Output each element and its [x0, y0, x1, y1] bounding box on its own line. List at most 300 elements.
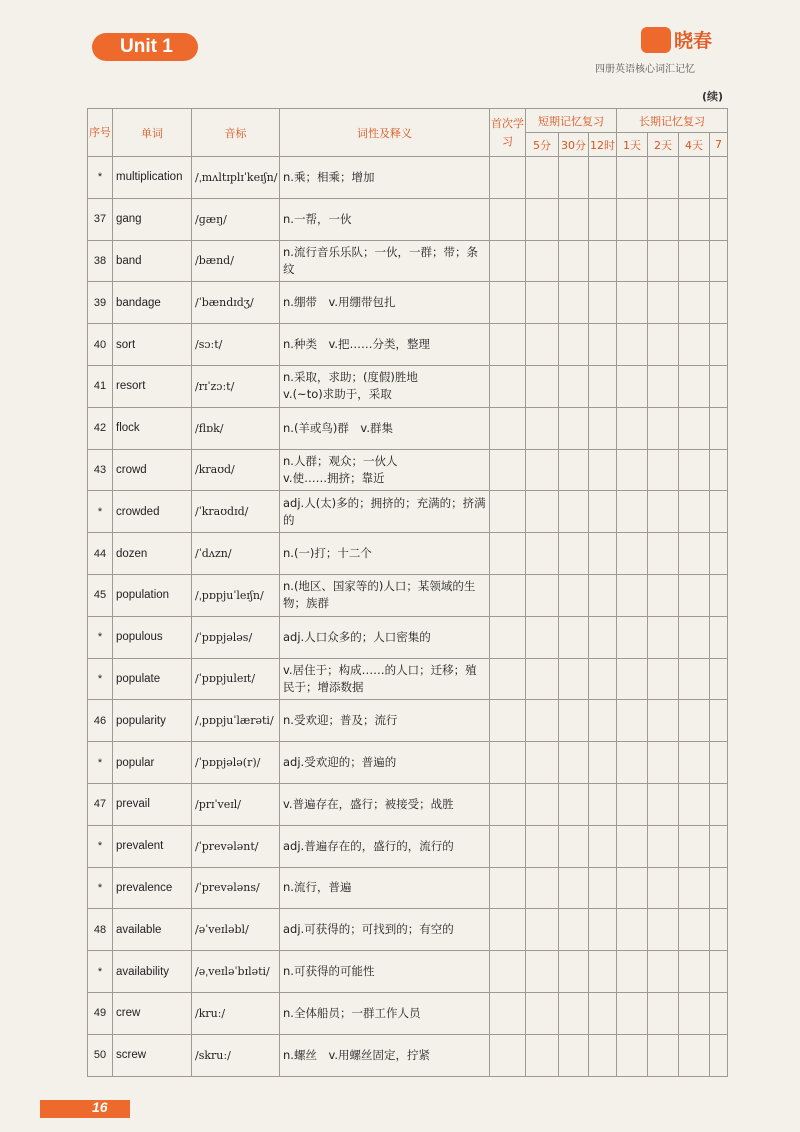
review-checkbox-cell[interactable]	[617, 324, 648, 366]
review-checkbox-cell[interactable]	[710, 365, 728, 407]
review-checkbox-cell[interactable]	[648, 282, 679, 324]
review-checkbox-cell[interactable]	[526, 574, 559, 616]
word-cell: popularity	[113, 700, 192, 742]
review-checkbox-cell[interactable]	[617, 616, 648, 658]
word-cell: populous	[113, 616, 192, 658]
word-cell: gang	[113, 198, 192, 240]
word-cell: band	[113, 240, 192, 282]
review-checkbox-cell[interactable]	[710, 783, 728, 825]
review-checkbox-cell[interactable]	[679, 909, 710, 951]
meaning-cell: n.绷带 v.用绷带包扎	[280, 282, 490, 324]
meaning-cell: n.可获得的可能性	[280, 951, 490, 993]
review-checkbox-cell[interactable]	[648, 616, 679, 658]
review-checkbox-cell[interactable]	[559, 198, 589, 240]
row-number: 50	[88, 1034, 113, 1076]
row-number: *	[88, 825, 113, 867]
review-checkbox-cell[interactable]	[490, 491, 526, 533]
phonetic-cell: /prɪˈveɪl/	[192, 783, 280, 825]
phonetic-cell: /sɔːt/	[192, 324, 280, 366]
table-row	[88, 742, 728, 784]
review-checkbox-cell[interactable]	[490, 198, 526, 240]
table-row	[88, 574, 728, 616]
review-checkbox-cell[interactable]	[679, 658, 710, 700]
review-checkbox-cell[interactable]	[589, 951, 617, 993]
meaning-cell: n.受欢迎；普及；流行	[280, 700, 490, 742]
review-checkbox-cell[interactable]	[648, 783, 679, 825]
review-checkbox-cell[interactable]	[490, 282, 526, 324]
unit-badge: Unit 1	[92, 33, 198, 61]
review-checkbox-cell[interactable]	[617, 700, 648, 742]
review-checkbox-cell[interactable]	[648, 533, 679, 575]
review-checkbox-cell[interactable]	[679, 365, 710, 407]
meaning-cell: adj.受欢迎的；普遍的	[280, 742, 490, 784]
word-cell: crowded	[113, 491, 192, 533]
review-checkbox-cell[interactable]	[490, 616, 526, 658]
row-number: *	[88, 867, 113, 909]
table-row	[88, 407, 728, 449]
review-checkbox-cell[interactable]	[589, 407, 617, 449]
review-checkbox-cell[interactable]	[490, 574, 526, 616]
review-checkbox-cell[interactable]	[679, 574, 710, 616]
review-checkbox-cell[interactable]	[490, 700, 526, 742]
meaning-cell: adj.普遍存在的，盛行的，流行的	[280, 825, 490, 867]
review-checkbox-cell[interactable]	[679, 533, 710, 575]
phonetic-cell: /ˌpɒpjuˈleɪʃn/	[192, 574, 280, 616]
review-checkbox-cell[interactable]	[490, 533, 526, 575]
phonetic-cell: /ɡæŋ/	[192, 198, 280, 240]
row-number: 48	[88, 909, 113, 951]
word-cell: popular	[113, 742, 192, 784]
review-checkbox-cell[interactable]	[679, 491, 710, 533]
table-row	[88, 324, 728, 366]
review-checkbox-cell[interactable]	[490, 324, 526, 366]
review-checkbox-cell[interactable]	[617, 825, 648, 867]
review-checkbox-cell[interactable]	[648, 951, 679, 993]
header-sub-5: 4天	[679, 133, 710, 157]
review-checkbox-cell[interactable]	[710, 282, 728, 324]
review-checkbox-cell[interactable]	[490, 407, 526, 449]
review-checkbox-cell[interactable]	[648, 198, 679, 240]
review-checkbox-cell[interactable]	[710, 825, 728, 867]
review-checkbox-cell[interactable]	[648, 700, 679, 742]
review-checkbox-cell[interactable]	[648, 240, 679, 282]
review-checkbox-cell[interactable]	[559, 157, 589, 199]
review-checkbox-cell[interactable]	[679, 1034, 710, 1076]
review-checkbox-cell[interactable]	[617, 658, 648, 700]
row-number: 44	[88, 533, 113, 575]
word-cell: prevalence	[113, 867, 192, 909]
table-row	[88, 825, 728, 867]
review-checkbox-cell[interactable]	[710, 658, 728, 700]
review-checkbox-cell[interactable]	[589, 825, 617, 867]
review-checkbox-cell[interactable]	[710, 616, 728, 658]
review-checkbox-cell[interactable]	[617, 742, 648, 784]
review-checkbox-cell[interactable]	[526, 992, 559, 1034]
word-cell: dozen	[113, 533, 192, 575]
review-checkbox-cell[interactable]	[589, 909, 617, 951]
review-checkbox-cell[interactable]	[526, 365, 559, 407]
review-checkbox-cell[interactable]	[679, 198, 710, 240]
page-number: 16	[92, 1099, 108, 1115]
header-first-study: 首次学习	[490, 109, 526, 157]
review-checkbox-cell[interactable]	[648, 324, 679, 366]
review-checkbox-cell[interactable]	[559, 742, 589, 784]
table-row	[88, 282, 728, 324]
table-row	[88, 909, 728, 951]
row-number: *	[88, 616, 113, 658]
review-checkbox-cell[interactable]	[526, 742, 559, 784]
review-checkbox-cell[interactable]	[679, 240, 710, 282]
phonetic-cell: /əˌveɪləˈbɪləti/	[192, 951, 280, 993]
review-checkbox-cell[interactable]	[648, 491, 679, 533]
review-checkbox-cell[interactable]	[648, 909, 679, 951]
meaning-cell: v.普遍存在，盛行；被接受；战胜	[280, 783, 490, 825]
continued-mark: (续)	[702, 90, 724, 103]
review-checkbox-cell[interactable]	[710, 407, 728, 449]
row-number: *	[88, 951, 113, 993]
review-checkbox-cell[interactable]	[559, 700, 589, 742]
review-checkbox-cell[interactable]	[617, 951, 648, 993]
meaning-cell: n.螺丝 v.用螺丝固定，拧紧	[280, 1034, 490, 1076]
header-seq: 序号	[88, 109, 113, 157]
review-checkbox-cell[interactable]	[526, 825, 559, 867]
row-number: 43	[88, 449, 113, 491]
review-checkbox-cell[interactable]	[617, 157, 648, 199]
row-number: *	[88, 491, 113, 533]
review-checkbox-cell[interactable]	[490, 742, 526, 784]
review-checkbox-cell[interactable]	[559, 992, 589, 1034]
review-checkbox-cell[interactable]	[526, 783, 559, 825]
review-checkbox-cell[interactable]	[648, 407, 679, 449]
review-checkbox-cell[interactable]	[559, 951, 589, 993]
review-checkbox-cell[interactable]	[589, 449, 617, 491]
table-row	[88, 533, 728, 575]
review-checkbox-cell[interactable]	[559, 909, 589, 951]
review-checkbox-cell[interactable]	[710, 533, 728, 575]
table-row	[88, 157, 728, 199]
review-checkbox-cell[interactable]	[589, 992, 617, 1034]
word-cell: multiplication	[113, 157, 192, 199]
review-checkbox-cell[interactable]	[648, 658, 679, 700]
row-number: 45	[88, 574, 113, 616]
word-cell: available	[113, 909, 192, 951]
phonetic-cell: /ˈpɒpjələ(r)/	[192, 742, 280, 784]
review-checkbox-cell[interactable]	[710, 240, 728, 282]
review-checkbox-cell[interactable]	[490, 1034, 526, 1076]
table-row	[88, 491, 728, 533]
review-checkbox-cell[interactable]	[490, 951, 526, 993]
meaning-cell: n.采取，求助；(度假)胜地 v.(~to)求助于，采取	[280, 365, 490, 407]
review-checkbox-cell[interactable]	[617, 365, 648, 407]
review-checkbox-cell[interactable]	[648, 157, 679, 199]
row-number: 39	[88, 282, 113, 324]
table-row	[88, 240, 728, 282]
row-number: 41	[88, 365, 113, 407]
series-title: 四册英语核心词汇记忆	[595, 64, 695, 75]
review-checkbox-cell[interactable]	[648, 992, 679, 1034]
word-cell: crew	[113, 992, 192, 1034]
review-checkbox-cell[interactable]	[490, 157, 526, 199]
review-checkbox-cell[interactable]	[526, 658, 559, 700]
row-number: 47	[88, 783, 113, 825]
row-number: *	[88, 157, 113, 199]
review-checkbox-cell[interactable]	[526, 449, 559, 491]
word-cell: population	[113, 574, 192, 616]
review-checkbox-cell[interactable]	[710, 449, 728, 491]
word-cell: flock	[113, 407, 192, 449]
phonetic-cell: /ˈkraʊdɪd/	[192, 491, 280, 533]
review-checkbox-cell[interactable]	[679, 157, 710, 199]
review-checkbox-cell[interactable]	[617, 533, 648, 575]
review-checkbox-cell[interactable]	[710, 951, 728, 993]
meaning-cell: n.一帮，一伙	[280, 198, 490, 240]
review-checkbox-cell[interactable]	[589, 533, 617, 575]
meaning-cell: n.种类 v.把……分类，整理	[280, 324, 490, 366]
review-checkbox-cell[interactable]	[559, 616, 589, 658]
review-checkbox-cell[interactable]	[648, 574, 679, 616]
review-checkbox-cell[interactable]	[679, 783, 710, 825]
review-checkbox-cell[interactable]	[589, 658, 617, 700]
review-checkbox-cell[interactable]	[710, 992, 728, 1034]
review-checkbox-cell[interactable]	[490, 909, 526, 951]
review-checkbox-cell[interactable]	[559, 867, 589, 909]
table-row	[88, 198, 728, 240]
review-checkbox-cell[interactable]	[679, 951, 710, 993]
phonetic-cell: /əˈveɪləbl/	[192, 909, 280, 951]
row-number: *	[88, 658, 113, 700]
review-checkbox-cell[interactable]	[589, 700, 617, 742]
phonetic-cell: /bænd/	[192, 240, 280, 282]
review-checkbox-cell[interactable]	[490, 365, 526, 407]
header-short-term: 短期记忆复习	[526, 109, 617, 133]
review-checkbox-cell[interactable]	[526, 198, 559, 240]
table-row	[88, 992, 728, 1034]
review-checkbox-cell[interactable]	[490, 449, 526, 491]
review-checkbox-cell[interactable]	[559, 365, 589, 407]
word-cell: prevail	[113, 783, 192, 825]
review-checkbox-cell[interactable]	[526, 324, 559, 366]
row-number: 37	[88, 198, 113, 240]
review-checkbox-cell[interactable]	[526, 533, 559, 575]
review-checkbox-cell[interactable]	[559, 574, 589, 616]
header-meaning: 词性及释义	[280, 109, 490, 157]
review-checkbox-cell[interactable]	[617, 909, 648, 951]
review-checkbox-cell[interactable]	[589, 574, 617, 616]
review-checkbox-cell[interactable]	[679, 324, 710, 366]
review-checkbox-cell[interactable]	[679, 867, 710, 909]
meaning-cell: n.(羊或鸟)群 v.群集	[280, 407, 490, 449]
review-checkbox-cell[interactable]	[589, 240, 617, 282]
review-checkbox-cell[interactable]	[559, 407, 589, 449]
review-checkbox-cell[interactable]	[589, 198, 617, 240]
review-checkbox-cell[interactable]	[617, 491, 648, 533]
header-sub-2: 12时	[589, 133, 617, 157]
row-number: 49	[88, 992, 113, 1034]
review-checkbox-cell[interactable]	[589, 616, 617, 658]
word-cell: crowd	[113, 449, 192, 491]
meaning-cell: n.流行音乐乐队；一伙，一群；带；条纹	[280, 240, 490, 282]
review-checkbox-cell[interactable]	[617, 240, 648, 282]
publisher-logo-icon	[641, 27, 671, 53]
header-sub-0: 5分	[526, 133, 559, 157]
review-checkbox-cell[interactable]	[490, 867, 526, 909]
review-checkbox-cell[interactable]	[559, 491, 589, 533]
table-row	[88, 1034, 728, 1076]
review-checkbox-cell[interactable]	[589, 867, 617, 909]
row-number: 46	[88, 700, 113, 742]
review-checkbox-cell[interactable]	[617, 1034, 648, 1076]
review-checkbox-cell[interactable]	[526, 157, 559, 199]
meaning-cell: n.(地区、国家等的)人口；某领域的生物；族群	[280, 574, 490, 616]
review-checkbox-cell[interactable]	[617, 407, 648, 449]
review-checkbox-cell[interactable]	[710, 324, 728, 366]
table-row	[88, 783, 728, 825]
phonetic-cell: /kraʊd/	[192, 449, 280, 491]
review-checkbox-cell[interactable]	[648, 365, 679, 407]
review-checkbox-cell[interactable]	[589, 1034, 617, 1076]
meaning-cell: adj.人(太)多的；拥挤的；充满的；挤满的	[280, 491, 490, 533]
row-number: 38	[88, 240, 113, 282]
review-checkbox-cell[interactable]	[710, 867, 728, 909]
review-checkbox-cell[interactable]	[589, 491, 617, 533]
meaning-cell: adj.可获得的；可找到的；有空的	[280, 909, 490, 951]
review-checkbox-cell[interactable]	[648, 742, 679, 784]
review-checkbox-cell[interactable]	[559, 533, 589, 575]
review-checkbox-cell[interactable]	[526, 1034, 559, 1076]
phonetic-cell: /ˈdʌzn/	[192, 533, 280, 575]
review-checkbox-cell[interactable]	[617, 198, 648, 240]
review-checkbox-cell[interactable]	[679, 407, 710, 449]
header-sub-6: 7	[710, 133, 728, 157]
meaning-cell: n.(一)打；十二个	[280, 533, 490, 575]
review-checkbox-cell[interactable]	[679, 992, 710, 1034]
review-checkbox-cell[interactable]	[617, 449, 648, 491]
review-checkbox-cell[interactable]	[589, 365, 617, 407]
word-cell: populate	[113, 658, 192, 700]
review-checkbox-cell[interactable]	[526, 951, 559, 993]
review-checkbox-cell[interactable]	[617, 867, 648, 909]
table-row	[88, 365, 728, 407]
phonetic-cell: /ˈpɒpjələs/	[192, 616, 280, 658]
phonetic-cell: /rɪˈzɔːt/	[192, 365, 280, 407]
review-checkbox-cell[interactable]	[710, 491, 728, 533]
word-cell: prevalent	[113, 825, 192, 867]
review-checkbox-cell[interactable]	[559, 1034, 589, 1076]
review-checkbox-cell[interactable]	[617, 992, 648, 1034]
review-checkbox-cell[interactable]	[526, 616, 559, 658]
row-number: *	[88, 742, 113, 784]
header-sub-1: 30分	[559, 133, 589, 157]
review-checkbox-cell[interactable]	[648, 867, 679, 909]
review-checkbox-cell[interactable]	[648, 825, 679, 867]
review-checkbox-cell[interactable]	[710, 909, 728, 951]
word-cell: sort	[113, 324, 192, 366]
phonetic-cell: /ˈpɒpjuleɪt/	[192, 658, 280, 700]
review-checkbox-cell[interactable]	[490, 783, 526, 825]
phonetic-cell: /flɒk/	[192, 407, 280, 449]
review-checkbox-cell[interactable]	[679, 282, 710, 324]
review-checkbox-cell[interactable]	[710, 574, 728, 616]
review-checkbox-cell[interactable]	[679, 616, 710, 658]
review-checkbox-cell[interactable]	[710, 157, 728, 199]
table-row	[88, 700, 728, 742]
review-checkbox-cell[interactable]	[559, 658, 589, 700]
meaning-cell: n.乘；相乘；增加	[280, 157, 490, 199]
header-word: 单词	[113, 109, 192, 157]
review-checkbox-cell[interactable]	[490, 992, 526, 1034]
review-checkbox-cell[interactable]	[559, 324, 589, 366]
review-checkbox-cell[interactable]	[559, 449, 589, 491]
review-checkbox-cell[interactable]	[710, 1034, 728, 1076]
review-checkbox-cell[interactable]	[526, 700, 559, 742]
review-checkbox-cell[interactable]	[559, 240, 589, 282]
review-checkbox-cell[interactable]	[526, 491, 559, 533]
review-checkbox-cell[interactable]	[617, 783, 648, 825]
review-checkbox-cell[interactable]	[679, 700, 710, 742]
phonetic-cell: /ˈprevələns/	[192, 867, 280, 909]
header-sub-3: 1天	[617, 133, 648, 157]
row-number: 40	[88, 324, 113, 366]
review-checkbox-cell[interactable]	[710, 700, 728, 742]
review-checkbox-cell[interactable]	[490, 825, 526, 867]
publisher-name: 晓春	[674, 30, 713, 52]
meaning-cell: n.全体船员；一群工作人员	[280, 992, 490, 1034]
review-checkbox-cell[interactable]	[490, 240, 526, 282]
review-checkbox-cell[interactable]	[559, 825, 589, 867]
meaning-cell: adj.人口众多的；人口密集的	[280, 616, 490, 658]
word-cell: screw	[113, 1034, 192, 1076]
table-row	[88, 616, 728, 658]
meaning-cell: n.人群；观众；一伙人 v.使……拥挤；靠近	[280, 449, 490, 491]
review-checkbox-cell[interactable]	[589, 324, 617, 366]
review-checkbox-cell[interactable]	[589, 157, 617, 199]
word-cell: resort	[113, 365, 192, 407]
meaning-cell: n.流行，普遍	[280, 867, 490, 909]
review-checkbox-cell[interactable]	[679, 825, 710, 867]
phonetic-cell: /ˈbændɪdʒ/	[192, 282, 280, 324]
review-checkbox-cell[interactable]	[679, 742, 710, 784]
review-checkbox-cell[interactable]	[526, 407, 559, 449]
review-checkbox-cell[interactable]	[490, 658, 526, 700]
review-checkbox-cell[interactable]	[559, 783, 589, 825]
review-checkbox-cell[interactable]	[710, 198, 728, 240]
header-sub-4: 2天	[648, 133, 679, 157]
table-row	[88, 658, 728, 700]
review-checkbox-cell[interactable]	[617, 282, 648, 324]
phonetic-cell: /ˌmʌltɪplɪˈkeɪʃn/	[192, 157, 280, 199]
header-long-term: 长期记忆复习	[617, 109, 728, 133]
meaning-cell: v.居住于；构成……的人口；迁移；殖民于；增添数据	[280, 658, 490, 700]
review-checkbox-cell[interactable]	[679, 449, 710, 491]
review-checkbox-cell[interactable]	[589, 742, 617, 784]
review-checkbox-cell[interactable]	[648, 1034, 679, 1076]
review-checkbox-cell[interactable]	[526, 282, 559, 324]
review-checkbox-cell[interactable]	[710, 742, 728, 784]
review-checkbox-cell[interactable]	[648, 449, 679, 491]
footer-bar	[40, 1100, 130, 1118]
word-cell: bandage	[113, 282, 192, 324]
row-number: 42	[88, 407, 113, 449]
review-checkbox-cell[interactable]	[589, 282, 617, 324]
review-checkbox-cell[interactable]	[617, 574, 648, 616]
review-checkbox-cell[interactable]	[526, 909, 559, 951]
phonetic-cell: /ˌpɒpjuˈlærəti/	[192, 700, 280, 742]
table-row	[88, 867, 728, 909]
review-checkbox-cell[interactable]	[589, 783, 617, 825]
review-checkbox-cell[interactable]	[526, 240, 559, 282]
review-checkbox-cell[interactable]	[526, 867, 559, 909]
review-checkbox-cell[interactable]	[559, 282, 589, 324]
